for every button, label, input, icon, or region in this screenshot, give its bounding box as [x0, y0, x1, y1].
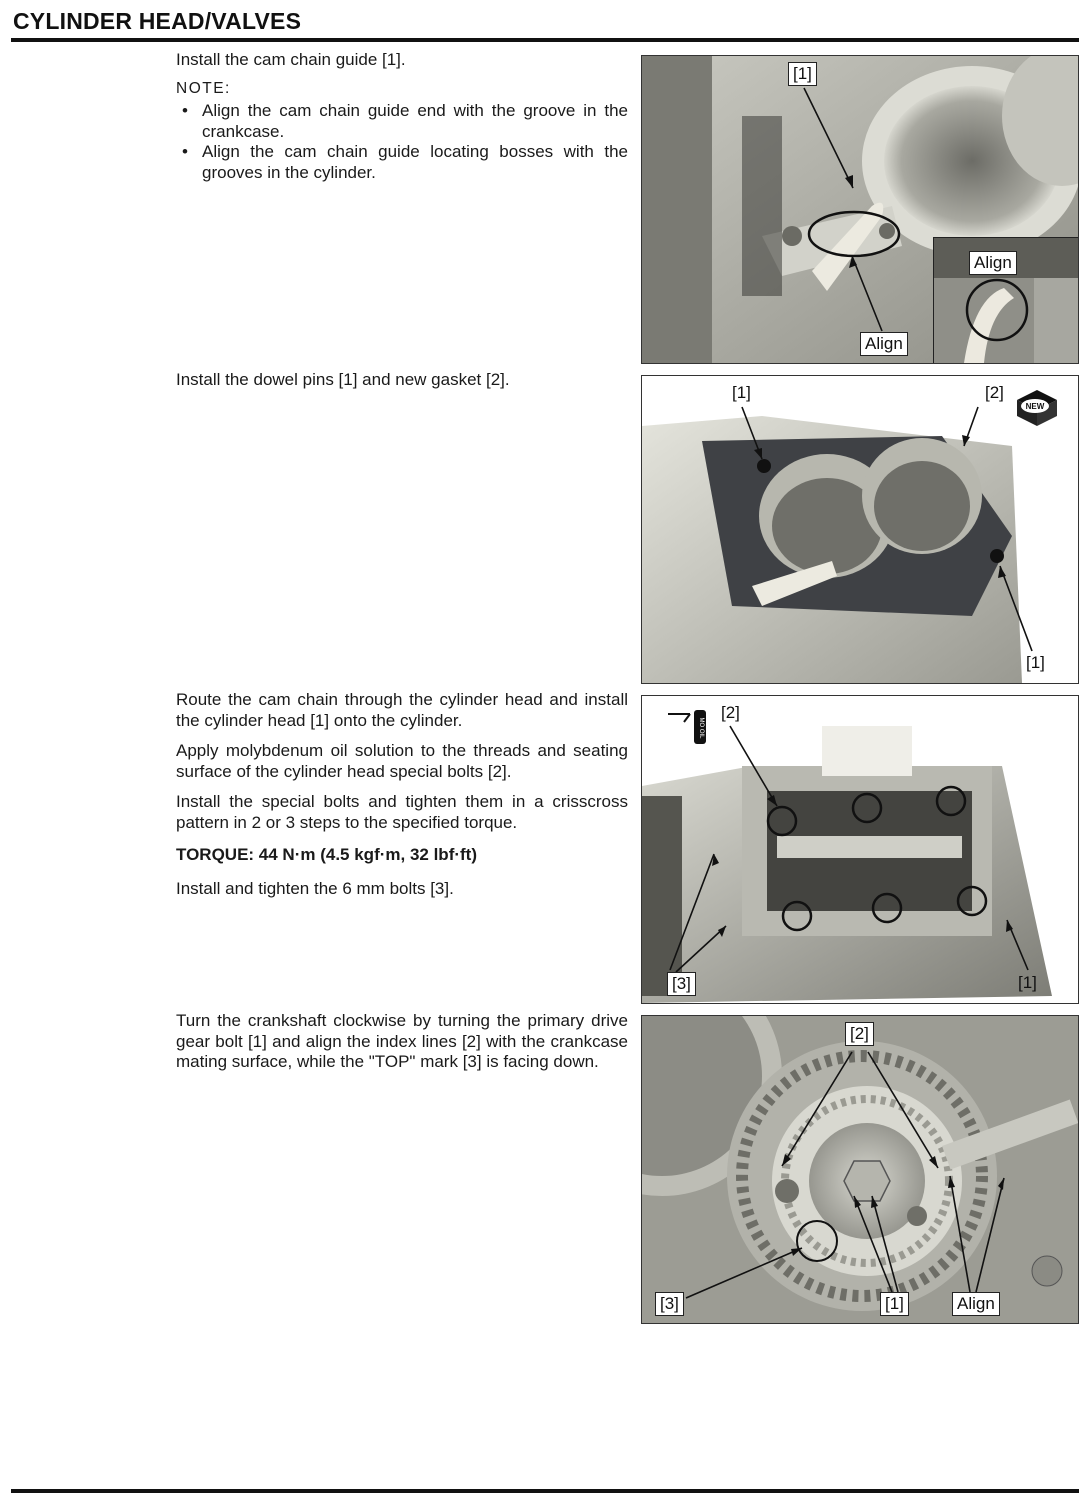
step-3-paragraph: Apply molybdenum oil solution to the threads and seating surface of the cylinder head special bolts [2].: [176, 741, 628, 781]
torque-spec: TORQUE: 44 N·m (4.5 kgf·m, 32 lbf·ft): [176, 845, 477, 864]
step-4-instruction: Turn the crankshaft clockwise by turning the primary drive gear bolt [1] and align the index lines [2] with the crankcase mating surface, while the "TOP" mark [3] is facing down.: [176, 1011, 628, 1071]
new-part-icon: [1011, 384, 1063, 428]
cylinder-head-photo: [641, 695, 1079, 1004]
oil-bottle-icon: [666, 706, 710, 746]
callout-align: Align: [952, 1292, 1000, 1316]
cam-chain-guide-photo: [641, 55, 1079, 364]
step-2-text: [176, 370, 628, 401]
svg-text:NEW: NEW: [1025, 402, 1045, 411]
primary-gear-photo: [641, 1015, 1079, 1324]
step-1-text: [176, 50, 628, 183]
callout-1: [1]: [880, 1292, 909, 1316]
callout-2: [2]: [845, 1022, 874, 1046]
callout-align-inset: Align: [969, 251, 1017, 275]
note-bullet: • Align the cam chain guide end with the groove in the crankcase.: [176, 101, 628, 142]
svg-text:MO OIL: MO OIL: [698, 717, 704, 739]
note-label: NOTE:: [176, 79, 231, 97]
gasket-dowel-photo: [641, 375, 1079, 684]
callout-1: [1]: [1018, 973, 1037, 992]
primary-gear-illustration: [642, 1016, 1078, 1323]
callout-3: [3]: [667, 972, 696, 996]
callout-1: [1]: [788, 62, 817, 86]
step-4-text: [176, 1011, 628, 1083]
callout-2: [2]: [985, 383, 1004, 402]
moly-oil-icon: [666, 706, 710, 746]
new-part-box-icon: [1011, 384, 1063, 428]
step-3-final: Install and tighten the 6 mm bolts [3].: [176, 878, 454, 898]
callout-3: [3]: [655, 1292, 684, 1316]
title-rule: [11, 38, 1079, 42]
step-3-text: [176, 690, 628, 909]
callout-1-top: [1]: [732, 383, 751, 402]
callout-1-bottom: [1]: [1026, 653, 1045, 672]
note-bullet: • Align the cam chain guide locating bosses with the grooves in the cylinder.: [176, 142, 628, 183]
step-2-instruction: Install the dowel pins [1] and new gasket [2].: [176, 370, 510, 389]
step-1-instruction: Install the cam chain guide [1].: [176, 50, 406, 69]
page-title: CYLINDER HEAD/VALVES: [13, 8, 302, 34]
footer-rule: [11, 1489, 1079, 1493]
callout-align-main: Align: [860, 332, 908, 356]
step-3-paragraph: Install the special bolts and tighten them in a crisscross pattern in 2 or 3 steps to the specified torque.: [176, 792, 628, 832]
step-3-paragraph: Route the cam chain through the cylinder head and install the cylinder head [1] onto the cylinder.: [176, 690, 628, 730]
callout-2: [2]: [721, 703, 740, 722]
note-bullet-list: [176, 101, 628, 183]
